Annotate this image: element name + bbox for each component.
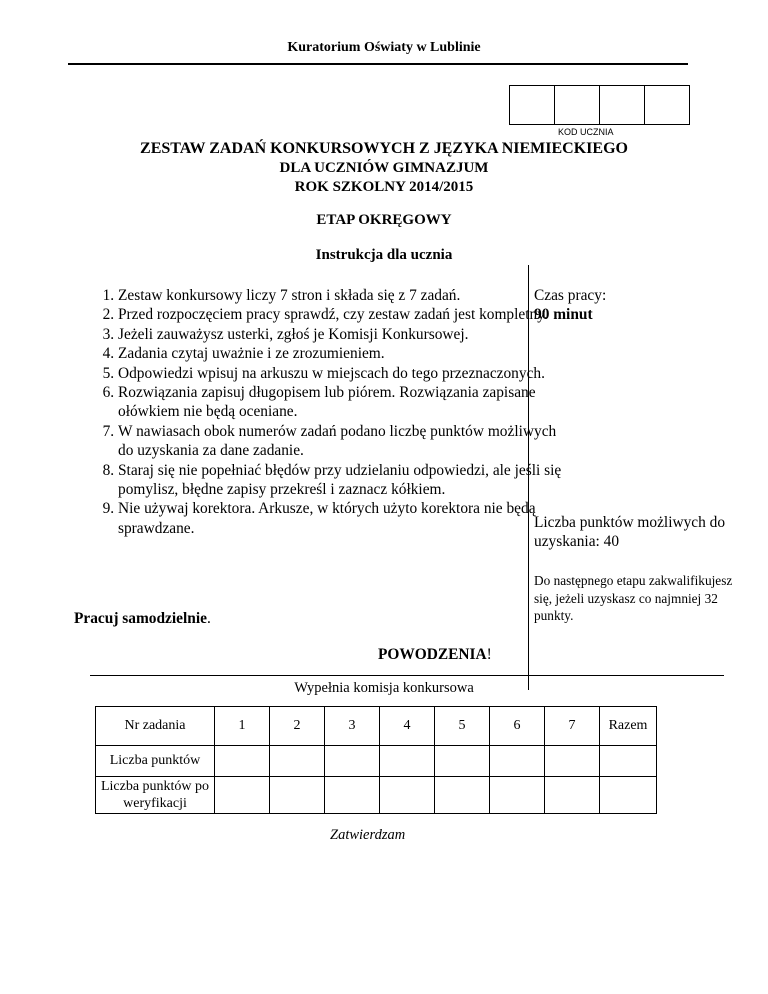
instruction-item: 8. Staraj się nie popełniać błędów przy udzielaniu odpowiedzi, ale jeśli się pomylisz, błędne zapisy przekreśl i zaznacz kółkiem.: [118, 461, 563, 500]
header-divider: [68, 63, 688, 65]
score-cell[interactable]: [215, 777, 270, 814]
score-cell[interactable]: [270, 746, 325, 777]
score-cell[interactable]: [545, 777, 600, 814]
instruction-item: 2. Przed rozpoczęciem pracy sprawdź, czy zestaw zadań jest kompletny.: [118, 305, 563, 324]
column-header: 6: [490, 707, 545, 746]
instruction-item: 1. Zestaw konkursowy liczy 7 stron i składa się z 7 zadań.: [118, 286, 563, 305]
document-title-line-2: DLA UCZNIÓW GIMNAZJUM: [279, 160, 489, 176]
code-box[interactable]: [554, 85, 600, 125]
code-box[interactable]: [599, 85, 645, 125]
table-header-row: [96, 707, 657, 746]
code-box[interactable]: [644, 85, 690, 125]
max-points-note: Liczba punktów możliwych do uzyskania: 40: [534, 514, 726, 551]
column-header: 7: [545, 707, 600, 746]
score-cell[interactable]: [380, 777, 435, 814]
table-row: [96, 777, 657, 814]
section-divider: [90, 675, 724, 676]
column-header: 3: [325, 707, 380, 746]
column-header: Razem: [600, 707, 657, 746]
work-alone-period: .: [206, 610, 211, 627]
instructions-list: [86, 286, 563, 538]
committee-heading: Wypełnia komisja konkursowa: [294, 680, 474, 696]
student-code-label: KOD UCZNIA: [558, 127, 614, 137]
score-cell[interactable]: [435, 746, 490, 777]
instruction-item: 9. Nie używaj korektora. Arkusze, w których użyto korektora nie będą sprawdzane.: [118, 499, 563, 538]
work-alone-note: [74, 610, 211, 628]
document-title-line-1: ZESTAW ZADAŃ KONKURSOWYCH Z JĘZYKA NIEMIECKIEGO: [140, 140, 628, 157]
score-cell[interactable]: [600, 777, 657, 814]
instruction-item: 3. Jeżeli zauważysz usterki, zgłoś je Komisji Konkursowej.: [118, 325, 563, 344]
work-alone-text: Pracuj samodzielnie: [74, 610, 207, 627]
score-cell[interactable]: [325, 777, 380, 814]
instruction-item: 6. Rozwiązania zapisuj długopisem lub piórem. Rozwiązania zapisane ołówkiem nie będą oceniane.: [118, 383, 563, 422]
row-label: Liczba punktów po weryfikacji: [96, 777, 215, 814]
work-time-value: 90 minut: [534, 306, 593, 324]
code-box[interactable]: [509, 85, 555, 125]
document-title-line-3: ROK SZKOLNY 2014/2015: [294, 179, 474, 195]
score-cell[interactable]: [600, 746, 657, 777]
qualification-note: Do następnego etapu zakwalifikujesz się, jeżeli uzyskasz co najmniej 32 punkty.: [534, 573, 733, 624]
score-cell[interactable]: [490, 777, 545, 814]
stage-heading: ETAP OKRĘGOWY: [316, 212, 452, 228]
instruction-item: 4. Zadania czytaj uważnie i ze zrozumieniem.: [118, 344, 563, 363]
table-row: [96, 746, 657, 777]
work-time-label: Czas pracy:: [534, 287, 607, 304]
column-header: 1: [215, 707, 270, 746]
page-header: Kuratorium Oświaty w Lublinie: [287, 40, 481, 55]
column-header: 2: [270, 707, 325, 746]
student-code-boxes: [510, 85, 690, 125]
row-label: Liczba punktów: [96, 746, 215, 777]
score-cell[interactable]: [545, 746, 600, 777]
instruction-item: 7. W nawiasach obok numerów zadań podano liczbę punktów możliwych do uzyskania za dane zadanie.: [118, 422, 563, 461]
good-luck-mark: !: [486, 646, 492, 663]
score-cell[interactable]: [490, 746, 545, 777]
score-cell[interactable]: [215, 746, 270, 777]
instructions-heading: Instrukcja dla ucznia: [315, 247, 453, 263]
column-header: 4: [380, 707, 435, 746]
instruction-item: 5. Odpowiedzi wpisuj na arkuszu w miejscach do tego przeznaczonych.: [118, 364, 563, 383]
column-header: 5: [435, 707, 490, 746]
good-luck-note: [378, 646, 492, 664]
good-luck-text: POWODZENIA: [378, 646, 487, 663]
work-time: [534, 286, 606, 325]
table-header-label: Nr zadania: [96, 707, 215, 746]
score-cell[interactable]: [325, 746, 380, 777]
approve-label: Zatwierdzam: [330, 827, 406, 843]
score-cell[interactable]: [270, 777, 325, 814]
score-cell[interactable]: [435, 777, 490, 814]
score-table: [95, 706, 657, 814]
score-cell[interactable]: [380, 746, 435, 777]
